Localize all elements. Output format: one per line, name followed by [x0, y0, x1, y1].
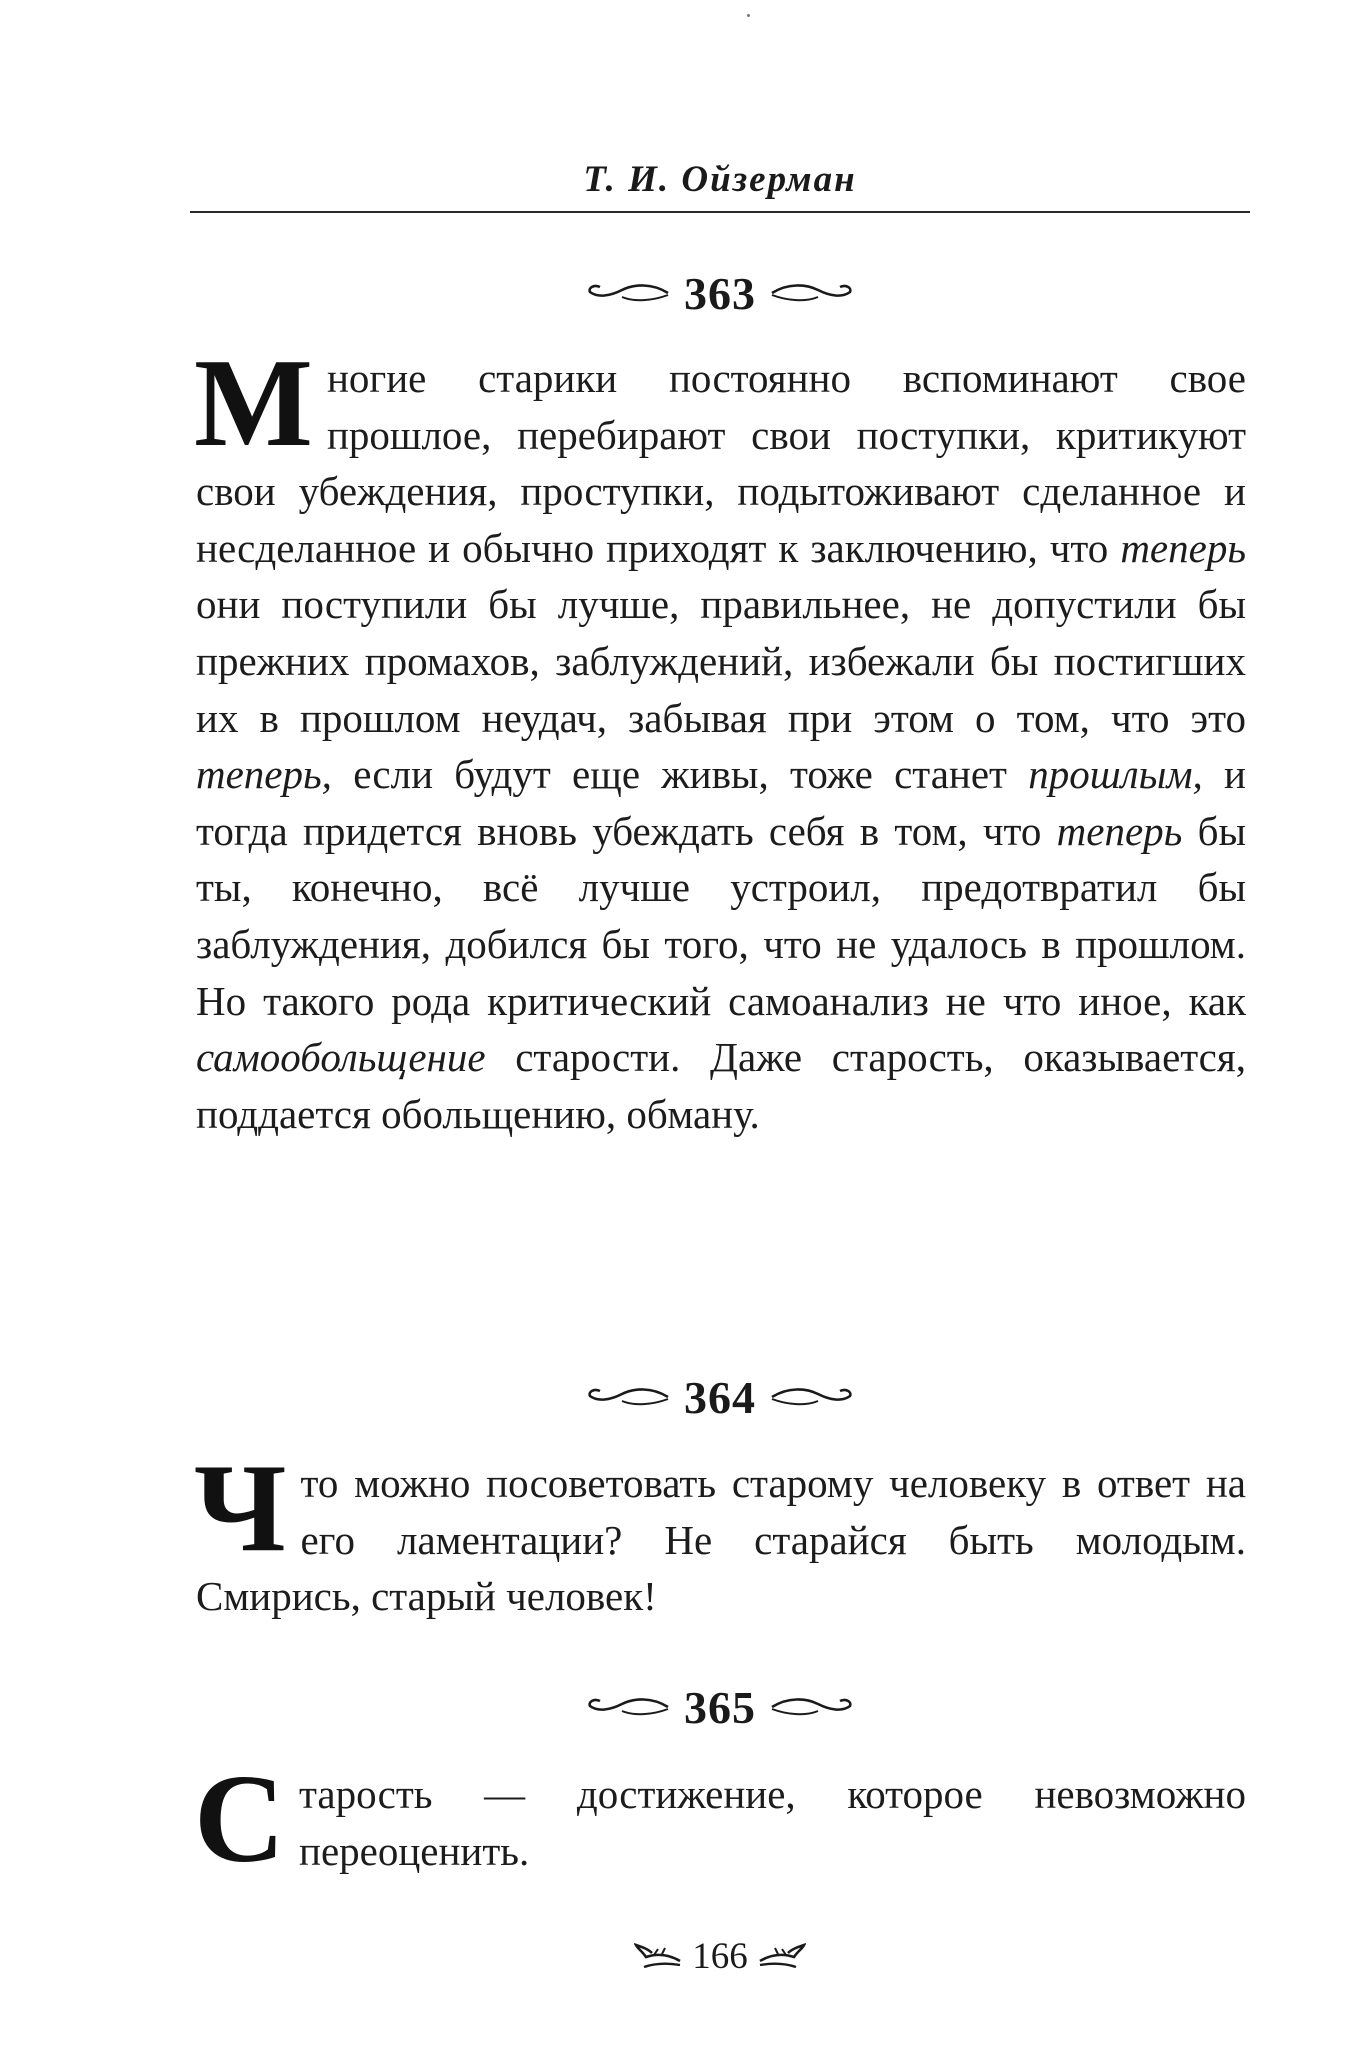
author-name: Т. И. Ойзерман	[583, 159, 857, 200]
italic-word: прошлым,	[1028, 751, 1203, 798]
italic-word: теперь	[1056, 807, 1183, 854]
flourish-right-icon	[770, 278, 854, 308]
drop-cap: С	[194, 1750, 285, 1889]
entry-363-text	[194, 334, 1246, 1142]
entry-number: 364	[684, 1371, 756, 1423]
entry-365-text	[194, 1750, 1246, 1889]
flourish-left-icon	[586, 278, 670, 308]
flourish-right-icon	[770, 1692, 854, 1722]
text-run: то можно посоветовать старому человеку в ответ на его ламентации? Не старайся быть молодым. Смирись, старый человек!	[196, 1460, 1246, 1620]
flourish-left-icon	[586, 1692, 670, 1722]
entry-364-text	[194, 1439, 1246, 1625]
entry-number-365	[190, 1672, 1250, 1742]
leaf-left-icon	[634, 1941, 682, 1971]
drop-cap: М	[194, 334, 313, 473]
entry-number-363	[190, 258, 1250, 328]
entry-number: 365	[684, 1681, 756, 1733]
entry-number: 363	[684, 267, 756, 319]
italic-word: самообольщение	[196, 1034, 486, 1081]
text-run: тарость — достижение, которое невозможно переоценить.	[299, 1771, 1246, 1874]
text-run: если будут еще живы, тоже станет	[331, 751, 1029, 798]
text-run: старости. Даже старость, оказывается, поддается обольщению, обману.	[196, 1034, 1246, 1137]
leaf-right-icon	[758, 1941, 806, 1971]
header-rule	[190, 211, 1250, 213]
text-run: и тогда придется вновь убеждать себя в том, что	[196, 751, 1246, 854]
entry-number-364	[190, 1362, 1250, 1432]
text-run: ногие старики постоянно вспоминают свое прошлое, перебирают свои поступки, критикуют свои убеждения, проступки, подытоживают сделанное и несделанное и обычно приходят к заключению, что	[196, 355, 1246, 571]
page-footer	[190, 1928, 1250, 1984]
italic-word: теперь,	[196, 751, 332, 798]
flourish-right-icon	[770, 1382, 854, 1412]
italic-word: теперь	[1120, 524, 1246, 571]
scan-speck	[747, 14, 750, 17]
drop-cap: Ч	[194, 1439, 287, 1578]
page-number: 166	[692, 1935, 748, 1977]
text-run: они поступили бы лучше, правильнее, не допустили бы прежних промахов, заблуждений, избежали бы постигших их в прошлом неудач, забывая при этом о том, что это	[196, 581, 1246, 741]
text-run: бы ты, конечно, всё лучше устроил, предотвратил бы заблуждения, добился бы того, что не удалось в прошлом. Но такого рода критический самоанализ не что иное, как	[196, 807, 1246, 1024]
running-head	[190, 158, 1250, 212]
flourish-left-icon	[586, 1382, 670, 1412]
